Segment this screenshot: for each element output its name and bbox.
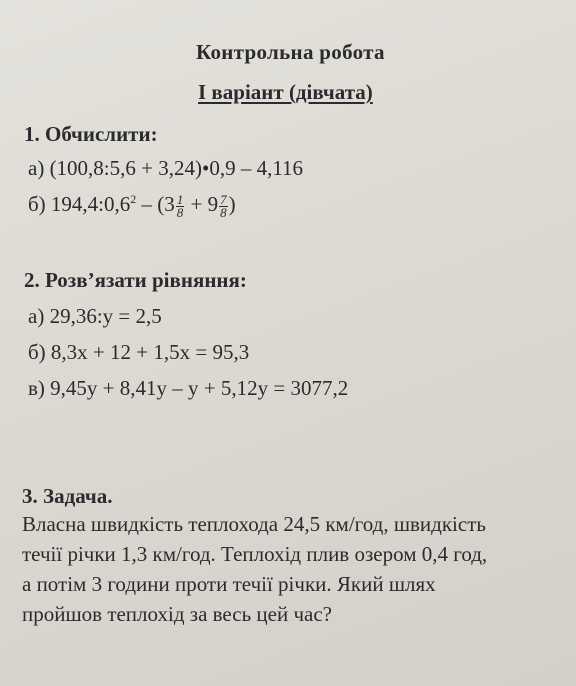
task-1b-middle: – (3 (136, 192, 175, 216)
fraction-denominator: 8 (176, 204, 184, 220)
task-2a: а) 29,36:у = 2,5 (28, 304, 162, 328)
section-2-heading: 2. Розв’язати рівняння: (24, 268, 247, 292)
task-1b (28, 192, 236, 219)
variant-subtitle: І варіант (дівчата) (198, 80, 373, 104)
task-1b-plus: + 9 (185, 192, 219, 216)
fraction-numerator: 7 (220, 191, 227, 207)
section-3-heading: 3. Задача. (22, 484, 113, 508)
problem-line-3: а потім 3 години проти течії річки. Який шлях (22, 572, 436, 596)
problem-line-4: пройшов теплохід за весь цей час? (22, 602, 332, 626)
task-1b-close: ) (228, 192, 236, 216)
fraction-one-eighth (176, 191, 185, 220)
problem-line-2: течії річки 1,3 км/год. Теплохід плив озером 0,4 год, (22, 542, 488, 566)
task-1b-exponent: 2 (130, 192, 137, 206)
fraction-seven-eighths (219, 191, 228, 220)
section-1-heading: 1. Обчислити: (24, 122, 158, 146)
fraction-denominator: 8 (220, 204, 227, 220)
problem-line-1: Власна швидкість теплохода 24,5 км/год, швидкість (22, 512, 486, 536)
task-2c: в) 9,45у + 8,41у – у + 5,12у = 3077,2 (28, 376, 349, 400)
page-title: Контрольна робота (196, 40, 385, 64)
task-2b: б) 8,3х + 12 + 1,5х = 95,3 (28, 340, 250, 364)
fraction-numerator: 1 (176, 191, 184, 207)
task-1a: а) (100,8:5,6 + 3,24)•0,9 – 4,116 (28, 156, 304, 180)
task-1b-label: б) 194,4:0,6 (28, 192, 131, 216)
